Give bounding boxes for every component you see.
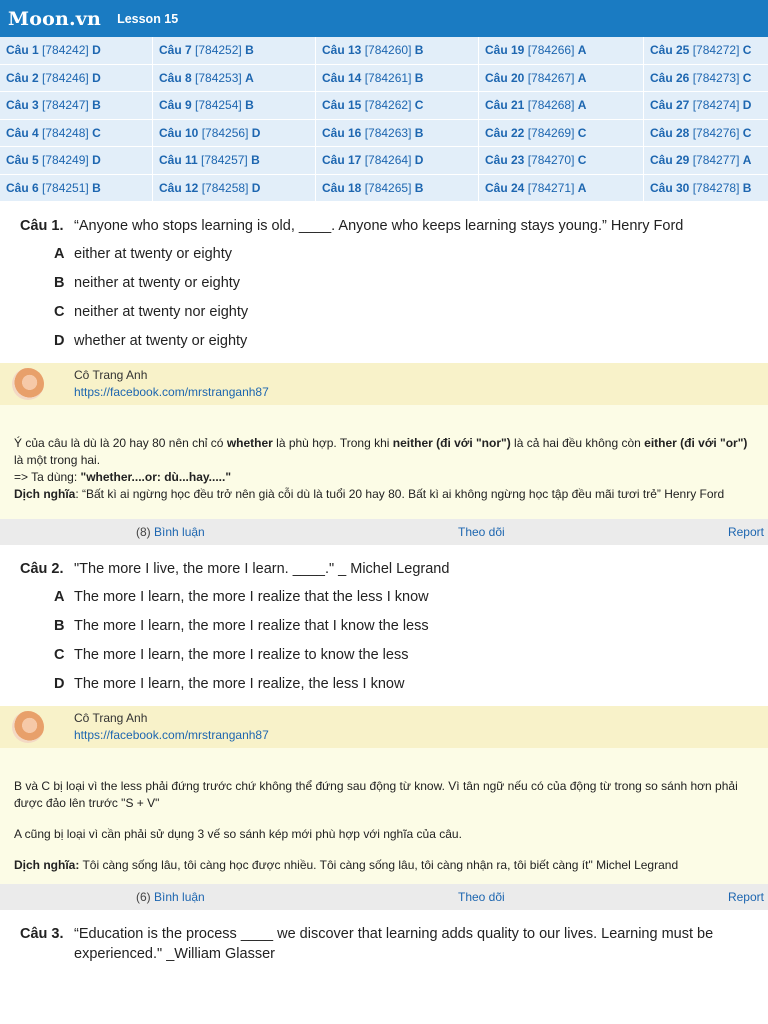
option-b[interactable] (0, 611, 768, 640)
grid-question-label: Câu 10 (159, 125, 199, 140)
grid-question-label: Câu 26 (650, 70, 690, 85)
answer-grid-cell[interactable] (153, 92, 316, 120)
grid-question-id: [784254] (195, 98, 242, 113)
grid-answer: B (414, 180, 424, 195)
answer-grid-cell[interactable] (644, 37, 768, 64)
comments-label: Bình luận (154, 890, 205, 904)
grid-question-label: Câu 28 (650, 125, 690, 140)
answer-grid-cell[interactable] (0, 147, 153, 175)
answer-grid-cell[interactable] (479, 147, 644, 175)
grid-question-id: [784267] (527, 70, 575, 85)
answer-grid-cell[interactable] (479, 174, 644, 202)
report-link[interactable]: Report (727, 525, 764, 539)
grid-question-id: [784271] (527, 180, 575, 195)
top-bar (0, 0, 768, 37)
grid-answer: B (414, 125, 424, 140)
option-letter: D (54, 332, 65, 349)
grid-question-label: Câu 3 (6, 98, 39, 113)
grid-question-label: Câu 17 (322, 153, 362, 168)
explanation-1 (0, 405, 768, 519)
question-2 (0, 545, 768, 579)
grid-answer: C (742, 70, 752, 85)
teacher-header (0, 363, 768, 405)
option-text: either at twenty or eighty (74, 245, 232, 262)
grid-question-id: [784266] (527, 43, 575, 58)
option-text: whether at twenty or eighty (74, 332, 248, 349)
grid-answer: B (742, 180, 752, 195)
answer-grid-row (0, 64, 768, 92)
grid-question-id: [784253] (195, 70, 242, 85)
teacher-facebook-link[interactable]: https://facebook.com/mrstranganh87 (74, 385, 269, 399)
grid-question-id: [784264] (364, 153, 412, 168)
grid-answer: C (577, 153, 587, 168)
grid-answer: B (92, 98, 101, 113)
grid-question-label: Câu 5 (6, 153, 39, 168)
grid-question-label: Câu 27 (650, 98, 690, 113)
option-text: The more I learn, the more I realize to know the less (74, 646, 409, 663)
comments-link[interactable] (136, 890, 205, 904)
answer-grid-cell[interactable] (479, 92, 644, 120)
grid-question-label: Câu 23 (485, 153, 525, 168)
grid-question-label: Câu 22 (485, 125, 525, 140)
option-text: neither at twenty or eighty (74, 274, 241, 291)
answer-grid-cell[interactable] (316, 147, 479, 175)
grid-question-label: Câu 12 (159, 180, 199, 195)
option-d[interactable] (0, 669, 768, 698)
exp-bold: "whether....or: dù...hay....." (80, 470, 232, 484)
teacher-header (0, 706, 768, 748)
grid-answer: D (251, 125, 261, 140)
answer-grid-row (0, 92, 768, 120)
teacher-avatar (12, 711, 44, 743)
translation-label: Dịch nghĩa (14, 487, 76, 501)
answer-grid-cell[interactable] (153, 119, 316, 147)
exp-bold: whether (226, 436, 273, 450)
grid-answer: B (245, 98, 254, 113)
grid-answer: D (414, 153, 424, 168)
exp-paragraph: B và C bị loại vì the less phải đứng trước chứ không thể đứng sau động từ know. Vì tân ngữ nếu có của động từ trong so sánh hơn phải được đảo lên trước "S + V" (14, 779, 738, 810)
teacher-facebook-link[interactable]: https://facebook.com/mrstranganh87 (74, 728, 269, 742)
option-text: The more I learn, the more I realize that I know the less (74, 617, 429, 634)
grid-answer: B (414, 70, 424, 85)
grid-question-label: Câu 16 (322, 125, 362, 140)
grid-question-label: Câu 7 (159, 43, 192, 58)
explanation-2 (0, 748, 768, 884)
option-a[interactable] (0, 582, 768, 611)
grid-question-label: Câu 14 (322, 70, 362, 85)
exp-paragraph (14, 857, 754, 874)
question-number: Câu 1. (20, 218, 64, 234)
answer-grid-cell[interactable] (0, 174, 153, 202)
question-2-footer (0, 884, 768, 910)
answer-grid-cell[interactable] (479, 37, 644, 64)
teacher-avatar (12, 368, 44, 400)
grid-question-label: Câu 6 (6, 180, 39, 195)
grid-question-id: [784251] (42, 180, 89, 195)
question-3 (0, 910, 768, 964)
answer-grid-cell[interactable] (644, 147, 768, 175)
answer-grid-cell[interactable] (153, 37, 316, 64)
follow-link[interactable]: Theo dõi (458, 890, 505, 904)
answer-grid-row (0, 147, 768, 175)
answer-grid-cell[interactable] (0, 64, 153, 92)
grid-question-id: [784273] (692, 70, 740, 85)
answer-grid-cell[interactable] (153, 174, 316, 202)
answer-grid (0, 37, 768, 202)
comments-label: Bình luận (154, 525, 205, 539)
answer-grid-cell[interactable] (316, 37, 479, 64)
grid-question-label: Câu 1 (6, 43, 39, 58)
grid-question-label: Câu 11 (159, 153, 198, 168)
grid-answer: A (245, 70, 254, 85)
grid-question-id: [784272] (692, 43, 740, 58)
grid-question-label: Câu 13 (322, 43, 362, 58)
exp-bold: either (đi với "or") (644, 436, 748, 450)
option-letter: A (54, 588, 65, 605)
grid-answer: D (251, 180, 261, 195)
exp-text: là phù hợp. Trong khi (272, 436, 393, 450)
answer-grid-row (0, 37, 768, 64)
grid-answer: D (92, 43, 101, 58)
exp-bold: neither (đi với "nor") (392, 436, 511, 450)
option-d[interactable] (0, 326, 768, 355)
grid-question-id: [784269] (527, 125, 575, 140)
grid-answer: D (742, 98, 752, 113)
question-1 (0, 202, 768, 236)
grid-answer: C (742, 43, 752, 58)
answer-grid-cell[interactable] (644, 119, 768, 147)
answer-grid-cell[interactable] (153, 64, 316, 92)
option-letter: C (54, 303, 65, 320)
follow-link[interactable]: Theo dõi (458, 525, 505, 539)
grid-question-label: Câu 21 (485, 98, 525, 113)
exp-text: là cả hai đều không còn (510, 436, 645, 450)
grid-answer: A (577, 98, 587, 113)
answer-grid-cell[interactable] (644, 174, 768, 202)
teacher-name: Cô Trang Anh (74, 711, 148, 725)
grid-question-id: [784278] (692, 180, 740, 195)
option-letter: A (54, 245, 65, 262)
answer-grid-cell[interactable] (153, 147, 316, 175)
grid-question-id: [784252] (195, 43, 242, 58)
grid-answer: B (251, 153, 260, 168)
grid-question-id: [784265] (364, 180, 412, 195)
grid-answer: A (742, 153, 752, 168)
question-text: “Education is the process ____ we discover that learning adds quality to our lives. Learning must be experienced." _William Glasser (74, 926, 714, 962)
option-c[interactable] (0, 640, 768, 669)
answer-grid-cell[interactable] (644, 92, 768, 120)
grid-answer: B (245, 43, 254, 58)
question-number: Câu 2. (20, 561, 64, 577)
grid-question-id: [784270] (527, 153, 575, 168)
option-text: The more I learn, the more I realize that the less I know (74, 588, 429, 605)
lesson-title: Lesson 15 (117, 11, 179, 26)
exp-text: là một trong hai. (14, 453, 101, 467)
grid-answer: C (92, 125, 101, 140)
answer-grid-cell[interactable] (316, 92, 479, 120)
grid-question-id: [784277] (692, 153, 740, 168)
grid-question-label: Câu 15 (322, 98, 362, 113)
grid-question-id: [784247] (42, 98, 89, 113)
grid-question-label: Câu 25 (650, 43, 690, 58)
grid-question-id: [784262] (364, 98, 412, 113)
grid-question-id: [784260] (364, 43, 412, 58)
answer-grid-cell[interactable] (644, 64, 768, 92)
option-text: neither at twenty nor eighty (74, 303, 249, 320)
grid-answer: B (92, 180, 101, 195)
question-1-footer (0, 519, 768, 545)
option-letter: D (54, 675, 65, 692)
question-text: “Anyone who stops learning is old, ____. Anyone who keeps learning stays young.” Henry Ford (74, 218, 684, 234)
grid-question-label: Câu 24 (485, 180, 525, 195)
answer-grid-row (0, 119, 768, 147)
translation-text: : “Bất kì ai ngừng học đều trở nên già cỗi dù là tuổi 20 hay 80. Bất kì ai không ngừng học tập đều mãi tươi trẻ” Henry Ford (75, 487, 725, 501)
answer-grid-row (0, 174, 768, 202)
grid-question-id: [784268] (527, 98, 575, 113)
teacher-name: Cô Trang Anh (74, 368, 148, 382)
comment-count: (6) (136, 890, 151, 904)
grid-question-id: [784256] (201, 125, 249, 140)
grid-answer: C (414, 98, 424, 113)
translation-label: Dịch nghĩa: (14, 858, 80, 872)
grid-question-label: Câu 20 (485, 70, 525, 85)
comments-link[interactable] (136, 525, 205, 539)
grid-answer: D (92, 153, 101, 168)
grid-answer: B (414, 43, 424, 58)
grid-answer: D (92, 70, 101, 85)
grid-question-label: Câu 30 (650, 180, 690, 195)
answer-grid-cell[interactable] (316, 119, 479, 147)
grid-question-label: Câu 18 (322, 180, 362, 195)
option-b[interactable] (0, 268, 768, 297)
question-number: Câu 3. (20, 926, 64, 942)
comment-count: (8) (136, 525, 151, 539)
answer-grid-cell[interactable] (0, 92, 153, 120)
answer-grid-cell[interactable] (316, 64, 479, 92)
exp-text: => Ta dùng: (14, 470, 81, 484)
answer-grid-cell[interactable] (0, 37, 153, 64)
grid-question-id: [784248] (42, 125, 89, 140)
site-logo[interactable]: Moon.vn (8, 7, 102, 30)
grid-question-label: Câu 4 (6, 125, 39, 140)
grid-question-id: [784263] (364, 125, 412, 140)
grid-question-label: Câu 9 (159, 98, 192, 113)
answer-grid-cell[interactable] (0, 119, 153, 147)
grid-question-label: Câu 2 (6, 70, 39, 85)
grid-question-id: [784242] (42, 43, 89, 58)
grid-answer: A (577, 180, 587, 195)
grid-answer: C (742, 125, 752, 140)
answer-grid-cell[interactable] (316, 174, 479, 202)
option-a[interactable] (0, 239, 768, 268)
option-c[interactable] (0, 297, 768, 326)
grid-question-id: [784258] (201, 180, 249, 195)
option-letter: B (54, 274, 65, 291)
exp-text: Ý của câu là dù là 20 hay 80 nên chỉ có (14, 436, 227, 450)
answer-grid-cell[interactable] (479, 119, 644, 147)
grid-question-id: [784261] (364, 70, 412, 85)
grid-answer: C (577, 125, 587, 140)
grid-question-label: Câu 19 (485, 43, 525, 58)
translation-text: Tôi càng sống lâu, tôi càng học được nhiều. Tôi càng sống lâu, tôi càng nhận ra, tôi biết càng ít" Michel Legrand (82, 858, 679, 872)
option-letter: B (54, 617, 65, 634)
grid-question-label: Câu 8 (159, 70, 192, 85)
grid-answer: A (577, 43, 587, 58)
answer-grid-cell[interactable] (479, 64, 644, 92)
option-text: The more I learn, the more I realize, the less I know (74, 675, 405, 692)
grid-question-id: [784249] (42, 153, 89, 168)
option-letter: C (54, 646, 65, 663)
grid-question-id: [784274] (692, 98, 740, 113)
exp-paragraph: A cũng bị loại vì cần phải sử dụng 3 vế so sánh kép mới phù hợp với nghĩa của câu. (14, 827, 462, 841)
grid-question-id: [784276] (692, 125, 740, 140)
grid-question-label: Câu 29 (650, 153, 690, 168)
question-text: "The more I live, the more I learn. ____." _ Michel Legrand (74, 561, 450, 577)
grid-question-id: [784246] (42, 70, 89, 85)
report-link[interactable]: Report (727, 890, 764, 904)
grid-question-id: [784257] (201, 153, 248, 168)
grid-answer: A (577, 70, 587, 85)
